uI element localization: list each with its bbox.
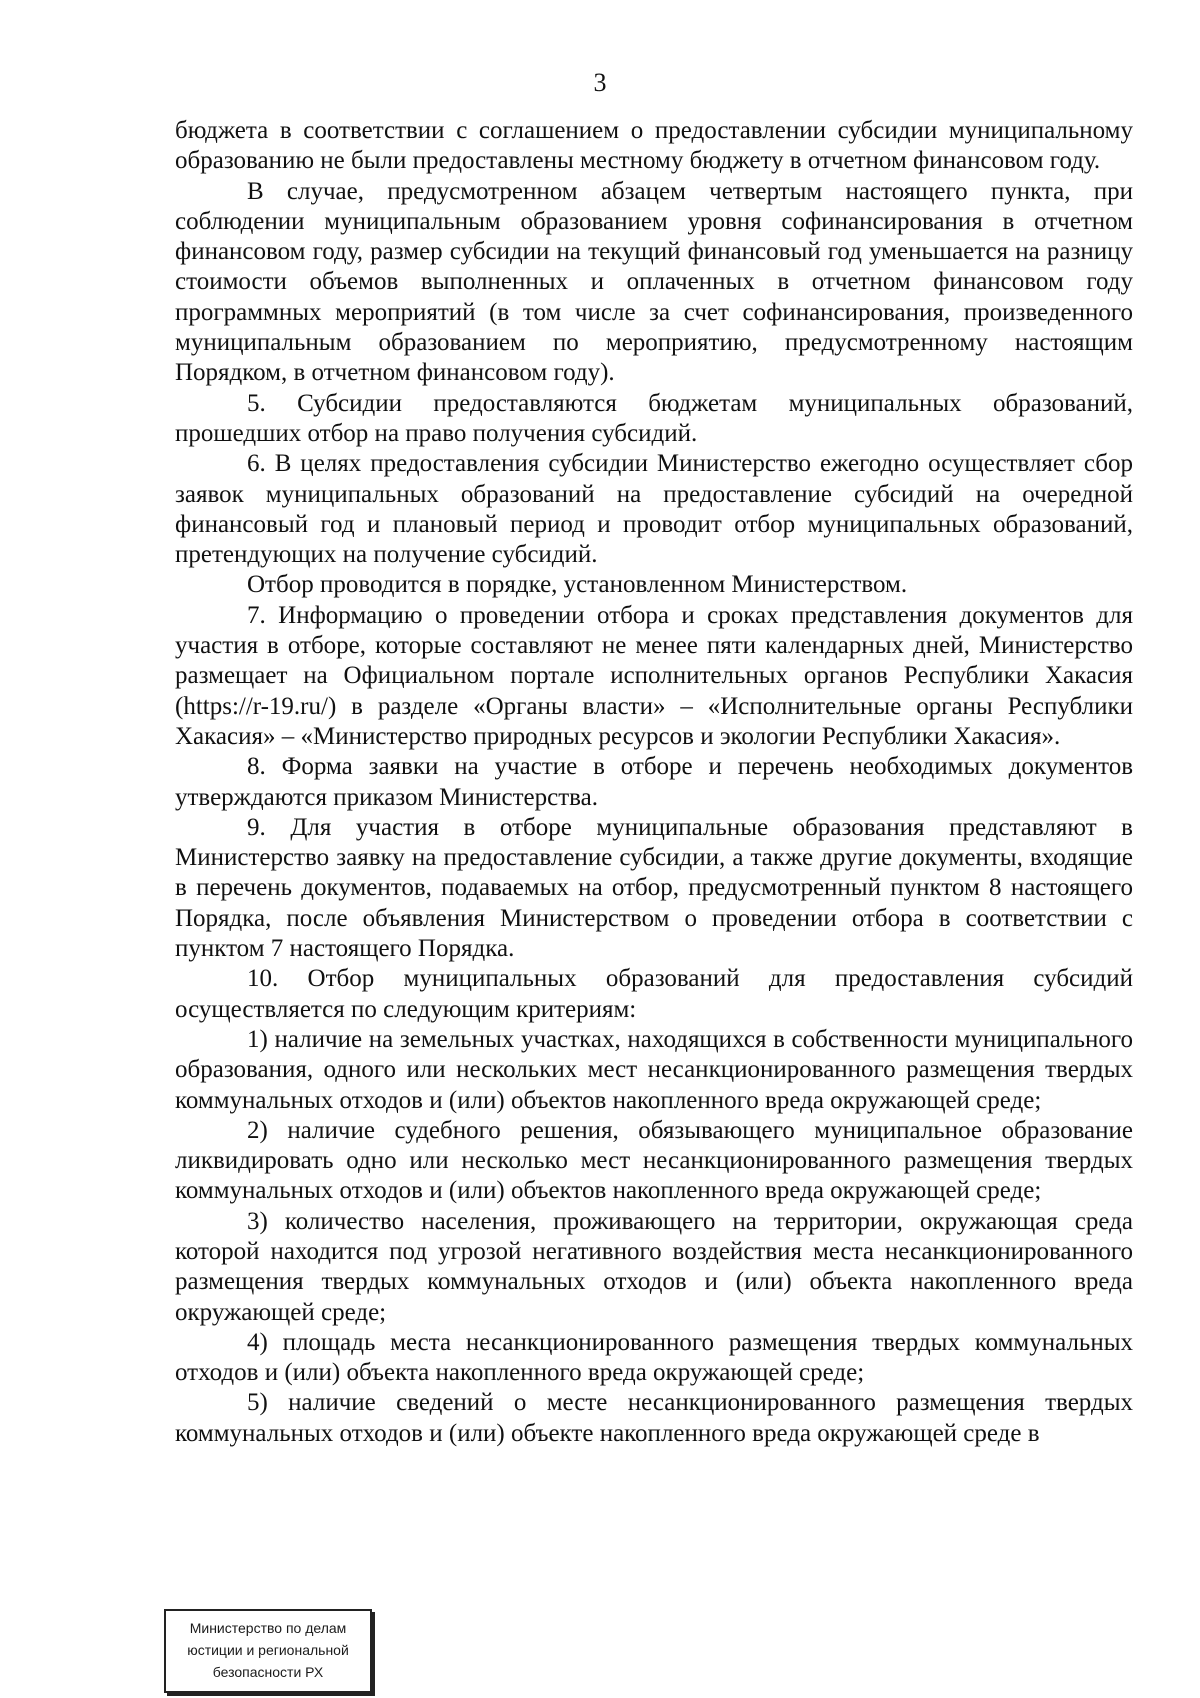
stamp-line-1: Министерство по делам: [189, 1620, 347, 1636]
criterion-1: 1) наличие на земельных участках, находящихся в собственности муниципального образования, одного или нескольких мест несанкционированного размещения твердых коммунальных отходов и (или) объектов накопленного вреда окружающей среде;: [175, 1025, 1133, 1114]
paragraph-item-7: 7. Информацию о проведении отбора и сроках представления документов для участия в отборе, которые составляют не менее пяти календарных дней, Министерство размещает на Официальном портале исполнительных органов Республики Хакасия (https://r-19.ru/) в разделе «Органы власти» – «Исполнительные органы Республики Хакасия» – «Министерство природных ресурсов и экологии Республики Хакасия».: [175, 601, 1133, 750]
paragraph-item-5: 5. Субсидии предоставляются бюджетам муниципальных образований, прошедших отбор на право получения субсидий.: [175, 389, 1133, 447]
criterion-4: 4) площадь места несанкционированного размещения твердых коммунальных отходов и (или) объекта накопленного вреда окружающей среде;: [175, 1328, 1133, 1387]
criterion-2: 2) наличие судебного решения, обязывающего муниципальное образование ликвидировать одно или несколько мест несанкционированного размещения твердых коммунальных отходов и (или) объектов накопленного вреда окружающей среде;: [175, 1116, 1133, 1205]
paragraph-selection-procedure: Отбор проводится в порядке, установленном Министерством.: [247, 571, 908, 599]
paragraph-subsidy-reduction: В случае, предусмотренном абзацем четвертым настоящего пункта, при соблюдении муниципальным образованием уровня софинансирования в отчетном финансовом году, размер субсидии на текущий финансовый год уменьшается на разницу стоимости объемов выполненных и оплаченных в отчетном финансовом году программных мероприятий (в том числе за счет софинансирования, произведенного муниципальным образованием по мероприятию, предусмотренному настоящим Порядком, в отчетном финансовом году).: [175, 177, 1133, 387]
paragraph-item-10: 10. Отбор муниципальных образований для предоставления субсидий осуществляется по следующим критериям:: [175, 965, 1133, 1023]
page-number: 3: [593, 68, 607, 97]
paragraph-item-6: 6. В целях предоставления субсидии Министерство ежегодно осуществляет сбор заявок муниципальных образований на предоставление субсидий на очередной финансовый год и плановый период и проводит отбор муниципальных образований, претендующих на получение субсидий.: [175, 450, 1133, 569]
paragraph-item-9: 9. Для участия в отборе муниципальные образования представляют в Министерство заявку на предоставление субсидии, а также другие документы, входящие в перечень документов, подаваемых на отбор, предусмотренный пунктом 8 настоящего Порядка, после объявления Министерством о проведении отбора в соответствии с пунктом 7 настоящего Порядка.: [175, 813, 1133, 963]
paragraph-budget-continuation: бюджета в соответствии с соглашением о предоставлении субсидии муниципальному образованию не были предоставлены местному бюджету в отчетном финансовом году.: [175, 117, 1133, 175]
ministry-stamp: [164, 1609, 372, 1693]
criterion-5: 5) наличие сведений о месте несанкционированного размещения твердых коммунальных отходов и (или) объекте накопленного вреда окружающей среде в: [175, 1389, 1133, 1447]
stamp-line-3: безопасности РХ: [212, 1664, 324, 1680]
stamp-line-2: юстиции и региональной: [187, 1642, 349, 1658]
document-body: [175, 116, 1133, 1449]
criterion-3: 3) количество населения, проживающего на территории, окружающая среда которой находится под угрозой негативного воздействия места несанкционированного размещения твердых коммунальных отходов и (или) объекта накопленного вреда окружающей среде;: [175, 1207, 1133, 1326]
paragraph-item-8: 8. Форма заявки на участие в отборе и перечень необходимых документов утверждаются приказом Министерства.: [175, 753, 1133, 811]
